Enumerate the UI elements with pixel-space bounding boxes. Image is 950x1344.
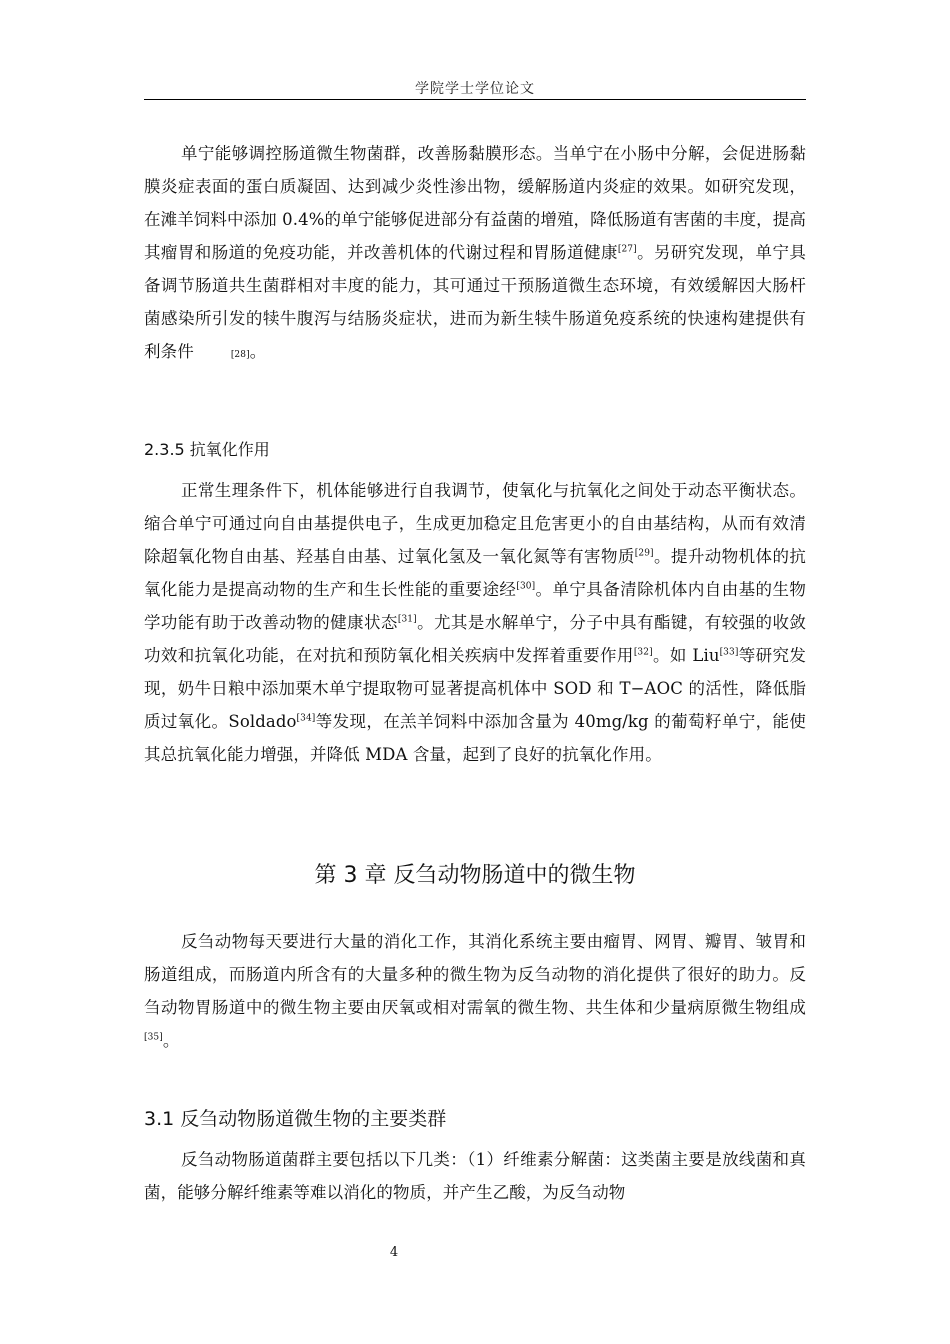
- chapter-title: 第 3 章 反刍动物肠道中的微生物: [314, 863, 636, 888]
- paragraph-antioxidant: [144, 474, 806, 771]
- paragraph-text: 反刍动物每天要进行大量的消化工作，其消化系统主要由瘤胃、网胃、瓣胃、皱胃和肠道组成，而肠道内所含有的大量多种的微生物为反刍动物的消化提供了很好的助力。反刍动物胃肠道中的微生物主要由厌氧或相对需氧的微生物、共生体和少量病原微生物组成[35]。: [144, 932, 806, 1050]
- page-header-title: 学院学士学位论文: [415, 81, 535, 97]
- paragraph-text: 反刍动物肠道菌群主要包括以下几类：（1）纤维素分解菌：这类菌主要是放线菌和真菌，能够分解纤维素等难以消化的物质，并产生乙酸，为反刍动物: [144, 1150, 806, 1202]
- citation[interactable]: [35]: [144, 1032, 163, 1043]
- heading-2-3-5: 2.3.5 抗氧化作用: [144, 440, 270, 459]
- paragraph-chapter3-intro: [144, 925, 806, 1057]
- citation[interactable]: [27]: [617, 244, 637, 255]
- paragraph-section-3-1: [144, 1143, 806, 1209]
- citation[interactable]: [34]: [296, 713, 316, 724]
- citation[interactable]: [29]: [634, 548, 654, 559]
- section-title-3-1: 3.1 反刍动物肠道微生物的主要类群: [144, 1108, 447, 1130]
- citation[interactable]: [32]: [633, 647, 653, 658]
- paragraph-tannin-gut-microbiota: [144, 137, 806, 368]
- header-divider: [144, 99, 806, 100]
- paragraph-text: 单宁能够调控肠道微生物菌群，改善肠黏膜形态。当单宁在小肠中分解，会促进肠黏膜炎症表面的蛋白质凝固、达到减少炎性渗出物，缓解肠道内炎症的效果。如研究发现，在滩羊饲料中添加 0.4%的单宁能够促进部分有益菌的增殖，降低肠道有害菌的丰度，提高其瘤胃和肠道的免疫功能，并改善机体的代谢过程和胃肠道健康[27]。另研究发现，单宁具备调节肠道共生菌群相对丰度的能力，其可通过干预肠道微生态环境，有效缓解因大肠杆菌感染所引发的犊牛腹泻与结肠炎症状，进而为新生犊牛肠道免疫系统的快速构建提供有利条件 [28]。: [144, 144, 806, 361]
- paragraph-text: 正常生理条件下，机体能够进行自我调节，使氧化与抗氧化之间处于动态平衡状态。缩合单宁可通过向自由基提供电子，生成更加稳定且危害更小的自由基结构，从而有效清除超氧化物自由基、羟基自由基、过氧化氢及一氧化氮等有害物质[29]。提升动物机体的抗氧化能力是提高动物的生产和生长性能的重要途经[30]。单宁具备清除机体内自由基的生物学功能有助于改善动物的健康状态[31]。尤其是水解单宁，分子中具有酯键，有较强的收敛功效和抗氧化功能，在对抗和预防氧化相关疾病中发挥着重要作用[32]。如 Liu[33]等研究发现，奶牛日粮中添加栗木单宁提取物可显著提高机体中 SOD 和 T−AOC 的活性，降低脂质过氧化。Soldado[34]等发现，在羔羊饲料中添加含量为 40mg/kg 的葡萄籽单宁，能使其总抗氧化能力增强，并降低 MDA 含量，起到了良好的抗氧化作用。: [144, 481, 807, 764]
- page-number: 4: [389, 1245, 399, 1260]
- citation[interactable]: [28]: [230, 350, 250, 360]
- citation[interactable]: [30]: [516, 581, 536, 592]
- citation[interactable]: [31]: [397, 614, 417, 625]
- citation[interactable]: [33]: [719, 647, 739, 658]
